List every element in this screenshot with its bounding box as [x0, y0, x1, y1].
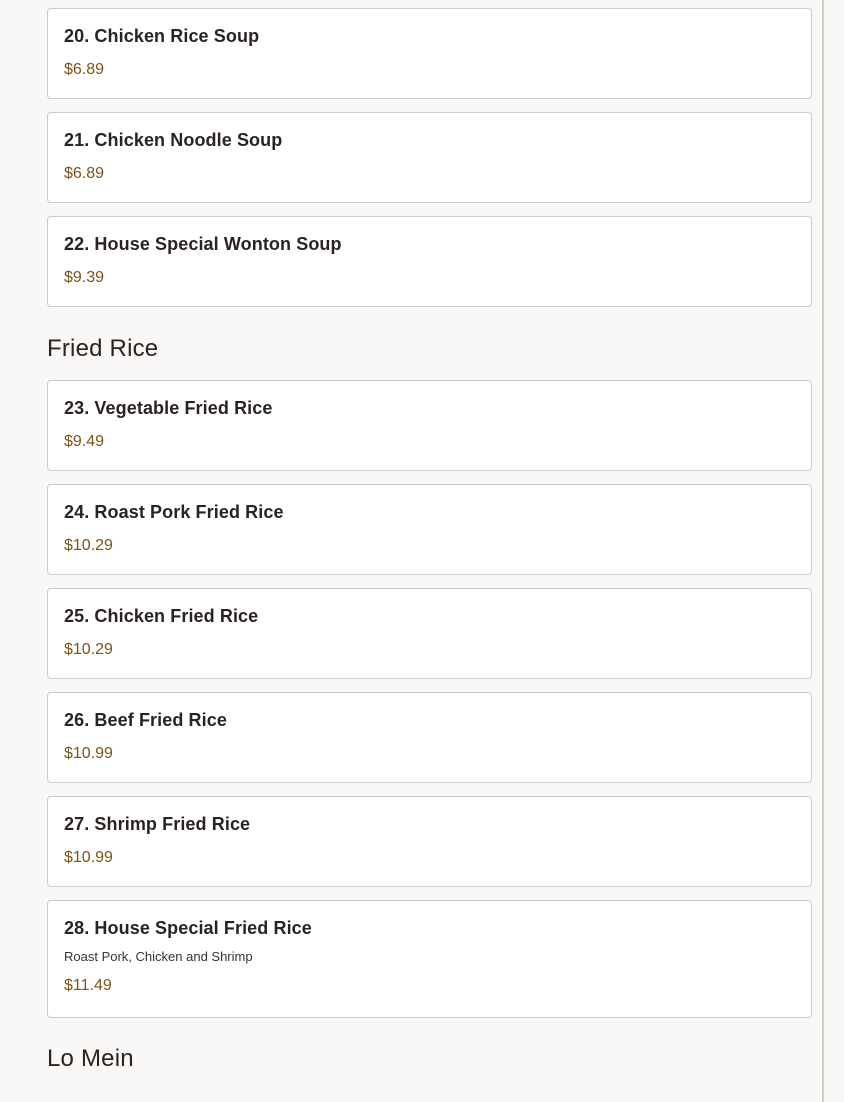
- menu-item-price: $9.49: [64, 433, 105, 450]
- menu-item-name: 21. Chicken Noodle Soup: [64, 130, 283, 150]
- section-title-fried-rice: Fried Rice: [47, 335, 159, 362]
- menu-item-price: $10.29: [64, 537, 113, 554]
- menu-item-card[interactable]: [47, 484, 812, 575]
- menu-item-card[interactable]: [47, 796, 812, 887]
- menu-item-price: $10.99: [64, 745, 113, 762]
- menu-item-name: 25. Chicken Fried Rice: [64, 606, 259, 626]
- section-title-lo-mein: Lo Mein: [47, 1045, 134, 1072]
- menu-item-card[interactable]: [47, 588, 812, 679]
- scrollbar-track[interactable]: [822, 0, 824, 1102]
- menu-item-name: 20. Chicken Rice Soup: [64, 26, 260, 46]
- menu-item-card[interactable]: [47, 216, 812, 307]
- menu-item-price: $10.29: [64, 641, 113, 658]
- menu-item-name: 22. House Special Wonton Soup: [64, 234, 342, 254]
- menu-item-card[interactable]: [47, 692, 812, 783]
- menu-item-price: $6.89: [64, 61, 105, 78]
- menu-item-card[interactable]: [47, 8, 812, 99]
- menu-item-name: 27. Shrimp Fried Rice: [64, 814, 251, 834]
- menu-item-card[interactable]: [47, 112, 812, 203]
- menu-content: [47, 8, 812, 1073]
- menu-item-price: $9.39: [64, 269, 105, 286]
- menu-item-description: Roast Pork, Chicken and Shrimp: [64, 949, 253, 964]
- menu-item-price: $10.99: [64, 849, 113, 866]
- menu-item-card[interactable]: [47, 380, 812, 471]
- menu-item-name: 23. Vegetable Fried Rice: [64, 398, 273, 418]
- menu-item-card[interactable]: [47, 900, 812, 1018]
- menu-item-name: 26. Beef Fried Rice: [64, 710, 227, 730]
- menu-item-name: 24. Roast Pork Fried Rice: [64, 502, 284, 522]
- menu-item-name: 28. House Special Fried Rice: [64, 918, 312, 938]
- menu-item-price: $6.89: [64, 165, 105, 182]
- menu-item-price: $11.49: [64, 977, 112, 994]
